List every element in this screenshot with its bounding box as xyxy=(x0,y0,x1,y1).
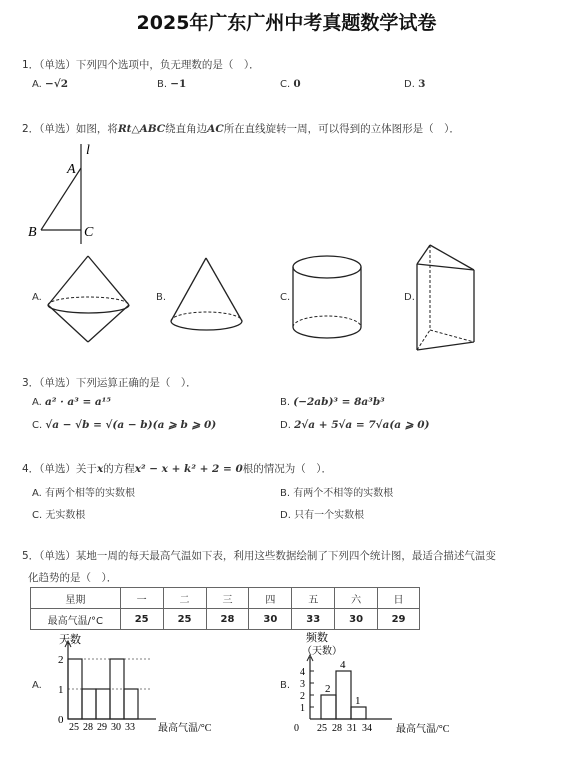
question-5-stem-line1: 5．（单选）某地一周的每天最高气温如下表，利用这些数据绘制了下列四个统计图，最适合描述气温变 xyxy=(22,550,496,562)
double-cone-figure[interactable] xyxy=(45,252,135,347)
table-cell-day: 一 xyxy=(120,588,163,609)
q2-option-c-letter[interactable]: C. xyxy=(280,292,291,303)
q1-option-a[interactable] xyxy=(32,78,68,90)
table-cell-temp: 29 xyxy=(378,609,420,630)
q4-stem-math: x xyxy=(96,463,104,475)
q1-option-c[interactable] xyxy=(280,78,301,90)
q2-stem-math: Rt△ABC xyxy=(117,123,166,135)
chart-a-x-tick-label: 28 xyxy=(83,722,93,733)
chart-b-y-tick-label: 3 xyxy=(300,679,305,690)
q1-option-c-letter: C. xyxy=(280,79,291,90)
table-row-days xyxy=(31,588,420,609)
q1-option-d-letter: D. xyxy=(404,79,415,90)
q3-option-c[interactable] xyxy=(32,419,216,431)
question-5-stem-line2: 化趋势的是（ ）． xyxy=(28,572,118,584)
table-cell-day: 三 xyxy=(206,588,249,609)
q3-option-d-letter: D. xyxy=(280,420,291,431)
chart-b-ylabel: 频数 xyxy=(306,632,328,644)
q4-option-b-letter: B. xyxy=(280,488,291,499)
q2-stem-part: 2．（单选）如图，将 xyxy=(22,123,118,135)
chart-a-bar xyxy=(68,659,82,719)
chart-a-bar xyxy=(82,689,96,719)
chart-a-x-tick-label: 30 xyxy=(111,722,121,733)
q2-stem-part: 所在直线旋转一周，可以得到的立体图形是（ ）． xyxy=(223,123,460,135)
triangle-figure xyxy=(25,138,105,248)
chart-b-bar xyxy=(351,707,366,719)
chart-b-data-label: 2 xyxy=(325,683,331,695)
chart-b-x-tick-label: 31 xyxy=(347,723,357,734)
chart-a-x-tick-label: 33 xyxy=(125,722,135,733)
table-row-temps xyxy=(31,609,420,630)
q3-option-b-value: (−2ab)³ = 8a³b³ xyxy=(293,396,385,408)
q1-option-d-value: 3 xyxy=(418,78,426,90)
question-4-stem xyxy=(22,461,332,476)
q1-option-d[interactable] xyxy=(404,78,425,90)
chart-b-bar xyxy=(336,671,351,719)
q3-option-a[interactable] xyxy=(32,396,111,408)
table-header-temp: 最高气温/°C xyxy=(31,609,121,630)
q2-option-b-letter[interactable]: B. xyxy=(156,292,167,303)
q4-option-a-value: 有两个相等的实数根 xyxy=(45,488,136,499)
cone-figure[interactable] xyxy=(168,255,246,337)
q3-option-c-value: √a − √b = √(a − b)(a ⩾ b ⩾ 0) xyxy=(45,419,217,431)
q3-option-d[interactable] xyxy=(280,419,429,431)
chart-b-origin-label: 0 xyxy=(294,723,299,734)
q3-option-b[interactable] xyxy=(280,396,385,408)
q4-option-c-value: 无实数根 xyxy=(45,510,86,521)
chart-a-y-tick-label: 1 xyxy=(58,684,64,696)
table-cell-temp: 28 xyxy=(206,609,249,630)
prism-figure[interactable] xyxy=(412,242,480,354)
table-cell-temp: 30 xyxy=(249,609,292,630)
table-cell-temp: 25 xyxy=(120,609,163,630)
q4-option-b[interactable] xyxy=(280,484,393,499)
q2-option-d-letter[interactable]: D. xyxy=(404,292,415,303)
table-cell-day: 日 xyxy=(378,588,420,609)
q4-stem-part: 根的情况为（ ）． xyxy=(242,463,332,475)
q4-option-d-value: 只有一个实数根 xyxy=(294,510,365,521)
table-cell-day: 六 xyxy=(335,588,378,609)
chart-a-y-tick-label: 0 xyxy=(58,714,64,726)
table-cell-temp: 33 xyxy=(292,609,335,630)
q4-option-b-value: 有两个不相等的实数根 xyxy=(293,488,394,499)
q4-option-a[interactable] xyxy=(32,484,135,499)
chart-a-y-tick-label: 2 xyxy=(58,654,64,666)
q4-stem-math: x² − x + k² + 2 = 0 xyxy=(134,463,243,475)
question-3-stem: 3．（单选）下列运算正确的是（ ）． xyxy=(22,377,197,389)
label-c: C xyxy=(84,225,94,240)
table-cell-temp: 25 xyxy=(163,609,206,630)
chart-b-x-tick-label: 28 xyxy=(332,723,342,734)
chart-b-ylabel-unit: （天数） xyxy=(302,646,342,657)
table-cell-day: 五 xyxy=(292,588,335,609)
label-b: B xyxy=(28,225,37,240)
bar-chart-b[interactable] xyxy=(288,631,458,737)
chart-b-xlabel: 最高气温/°C xyxy=(396,724,450,735)
q3-option-d-value: 2√a + 5√a = 7√a(a ⩾ 0) xyxy=(294,419,430,431)
q3-option-b-letter: B. xyxy=(280,397,291,408)
q1-option-a-letter: A. xyxy=(32,79,42,90)
chart-b-data-label: 1 xyxy=(355,695,361,707)
page-title: 2025年广东广州中考真题数学试卷 xyxy=(136,12,437,34)
q2-option-a-letter[interactable]: A. xyxy=(32,292,42,303)
chart-b-y-tick-label: 4 xyxy=(300,667,305,678)
hypotenuse xyxy=(41,168,81,230)
label-l: l xyxy=(86,143,90,158)
chart-a-ylabel: 天数 xyxy=(59,634,81,646)
q1-option-b[interactable] xyxy=(157,78,186,90)
question-2-stem xyxy=(22,121,460,136)
temperature-table xyxy=(30,587,420,630)
q3-option-c-letter: C. xyxy=(32,420,43,431)
q1-option-a-value: −√2 xyxy=(45,78,69,90)
chart-b-y-tick-label: 1 xyxy=(300,703,305,714)
q5-option-a-letter[interactable]: A. xyxy=(32,680,42,691)
chart-a-x-tick-label: 25 xyxy=(69,722,79,733)
cylinder-figure[interactable] xyxy=(290,252,365,344)
chart-b-bar xyxy=(321,695,336,719)
q4-option-c[interactable] xyxy=(32,506,85,521)
q2-stem-part: 绕直角边 xyxy=(165,123,208,135)
chart-b-data-label: 4 xyxy=(340,659,346,671)
q1-option-b-value: −1 xyxy=(170,78,187,90)
chart-b-x-tick-label: 25 xyxy=(317,723,327,734)
q4-stem-part: 4．（单选）关于 xyxy=(22,463,97,475)
q4-option-d[interactable] xyxy=(280,506,364,521)
q2-stem-math: AC xyxy=(207,123,224,135)
q4-option-c-letter: C. xyxy=(32,510,43,521)
q1-option-b-letter: B. xyxy=(157,79,168,90)
chart-a-bar xyxy=(124,689,138,719)
question-1-stem: 1．（单选）下列四个选项中，负无理数的是（ ）． xyxy=(22,59,260,71)
bar-chart-a[interactable] xyxy=(44,633,244,737)
table-header-weekday: 星期 xyxy=(31,588,121,609)
table-cell-temp: 30 xyxy=(335,609,378,630)
q3-option-a-value: a² · a³ = a¹⁵ xyxy=(45,396,111,408)
q1-option-c-value: 0 xyxy=(293,78,301,90)
q5-option-b-letter[interactable]: B. xyxy=(280,680,291,691)
q3-option-a-letter: A. xyxy=(32,397,42,408)
q4-option-d-letter: D. xyxy=(280,510,291,521)
table-cell-day: 四 xyxy=(249,588,292,609)
label-a: A xyxy=(67,162,76,177)
q4-option-a-letter: A. xyxy=(32,488,42,499)
chart-a-bar xyxy=(96,689,110,719)
chart-a-x-tick-label: 29 xyxy=(97,722,107,733)
chart-b-x-tick-label: 34 xyxy=(362,723,372,734)
table-cell-day: 二 xyxy=(163,588,206,609)
q4-stem-part: 的方程 xyxy=(103,463,135,475)
chart-b-y-tick-label: 2 xyxy=(300,691,305,702)
chart-a-xlabel: 最高气温/°C xyxy=(158,723,212,734)
